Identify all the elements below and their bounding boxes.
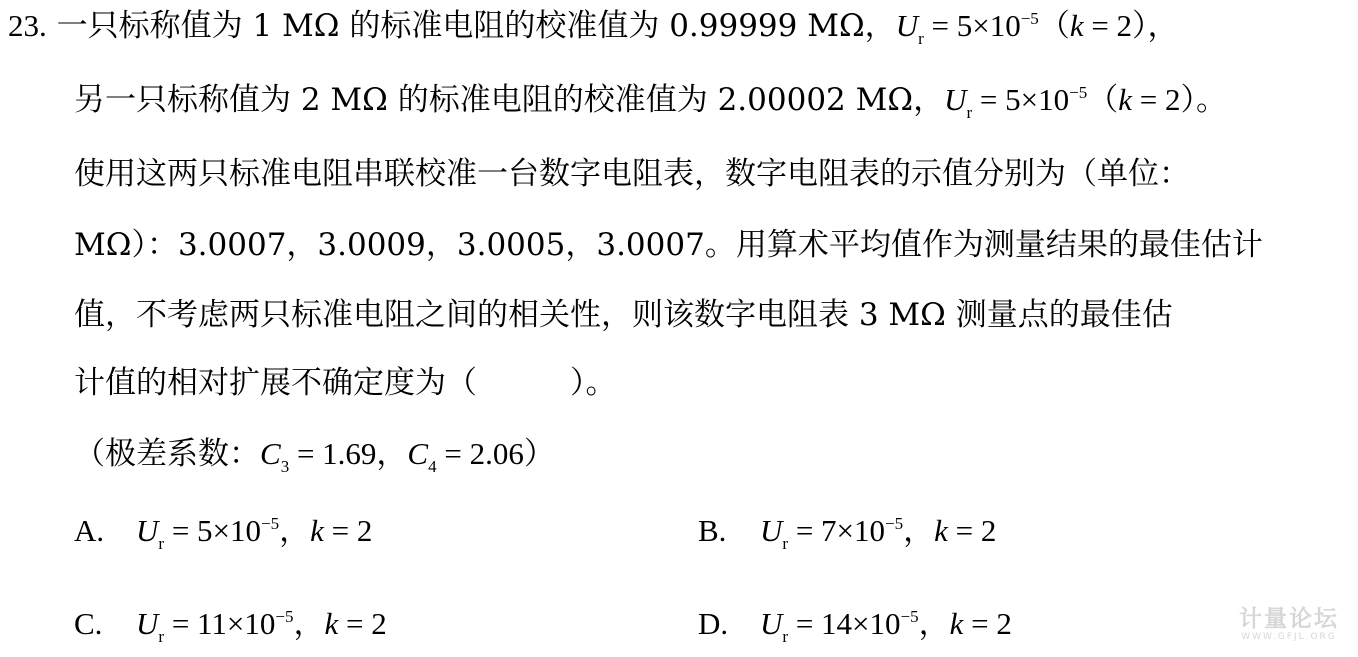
symbol-u: U <box>136 513 159 548</box>
option-letter: A. <box>74 513 105 548</box>
separator: ， <box>903 513 935 549</box>
subscript-r: r <box>782 627 789 646</box>
equation-value: = 5×10 <box>972 82 1070 117</box>
forum-watermark <box>1230 606 1348 643</box>
option-b[interactable] <box>698 511 996 551</box>
separator: ， <box>918 606 950 642</box>
option-value: = 7×10 <box>788 513 886 548</box>
k-value: = 2）。 <box>1131 82 1227 117</box>
question-number: 23. <box>8 8 47 43</box>
watermark-title: 计量论坛 <box>1239 606 1339 632</box>
symbol-u: U <box>136 606 159 641</box>
note-label: （极差系数： <box>74 436 260 472</box>
question-line-3: 使用这两只标准电阻串联校准一台数字电阻表，数字电阻表的示值分别为（单位： <box>74 156 1190 192</box>
k-value: = 2 <box>963 606 1012 641</box>
question-line-2 <box>74 80 1227 120</box>
option-a[interactable] <box>74 511 372 551</box>
separator: ， <box>279 513 311 549</box>
option-value: = 11×10 <box>164 606 276 641</box>
option-value: = 14×10 <box>788 606 901 641</box>
exponent: −5 <box>275 607 294 626</box>
option-letter: C. <box>74 606 103 641</box>
symbol-u: U <box>944 82 967 117</box>
k-value: = 2 <box>338 606 387 641</box>
question-line-4: MΩ）：3.0007，3.0009，3.0005，3.0007。用算术平均值作为测量结果的最佳估计 <box>74 227 1263 263</box>
k-value: = 2 <box>947 513 997 548</box>
subscript-r: r <box>918 29 924 48</box>
option-letter: D. <box>698 606 729 641</box>
option-letter: B. <box>698 513 727 548</box>
question-line-6: 计值的相对扩展不确定度为（ ）。 <box>74 365 617 401</box>
exponent: −5 <box>885 514 904 533</box>
subscript-r: r <box>158 627 165 646</box>
exponent: −5 <box>900 607 919 626</box>
range-coefficient-note <box>74 434 555 474</box>
watermark-url: WWW.GFJL.ORG <box>1241 632 1337 642</box>
symbol-k: k <box>1069 8 1084 43</box>
k-value: = 2）， <box>1083 8 1179 43</box>
subscript-r: r <box>782 534 789 553</box>
exponent: −5 <box>1020 9 1039 28</box>
symbol-u: U <box>760 513 783 548</box>
symbol-k: k <box>949 606 964 641</box>
symbol-u: U <box>760 606 783 641</box>
option-c[interactable] <box>74 604 387 644</box>
k-value: = 2 <box>323 513 373 548</box>
paren-open: （ <box>1038 8 1070 44</box>
question-text-1: 一只标称值为 1 MΩ 的标准电阻的校准值为 0.99999 MΩ， <box>56 8 896 44</box>
symbol-c4: C <box>407 436 429 471</box>
exponent: −5 <box>1069 83 1088 102</box>
equation-value: = 5×10 <box>923 8 1021 43</box>
paren-open: （ <box>1087 82 1119 118</box>
symbol-k: k <box>310 513 324 548</box>
subscript-3: 3 <box>280 457 290 476</box>
exponent: −5 <box>261 514 280 533</box>
c3-value: = 1.69， <box>289 436 408 471</box>
option-d[interactable] <box>698 604 1012 644</box>
symbol-k: k <box>324 606 339 641</box>
subscript-4: 4 <box>428 457 437 476</box>
symbol-k: k <box>934 513 948 548</box>
symbol-k: k <box>1118 82 1132 117</box>
subscript-r: r <box>966 103 973 122</box>
question-line-5: 值，不考虑两只标准电阻之间的相关性，则该数字电阻表 3 MΩ 测量点的最佳估 <box>74 297 1173 333</box>
option-value: = 5×10 <box>164 513 262 548</box>
symbol-c3: C <box>260 436 281 471</box>
symbol-u: U <box>895 8 919 43</box>
separator: ， <box>293 606 325 642</box>
c4-value: = 2.06） <box>436 436 555 471</box>
question-text-2: 另一只标称值为 2 MΩ 的标准电阻的校准值为 2.00002 MΩ， <box>74 82 945 118</box>
subscript-r: r <box>158 534 165 553</box>
question-line-1 <box>8 6 1179 46</box>
